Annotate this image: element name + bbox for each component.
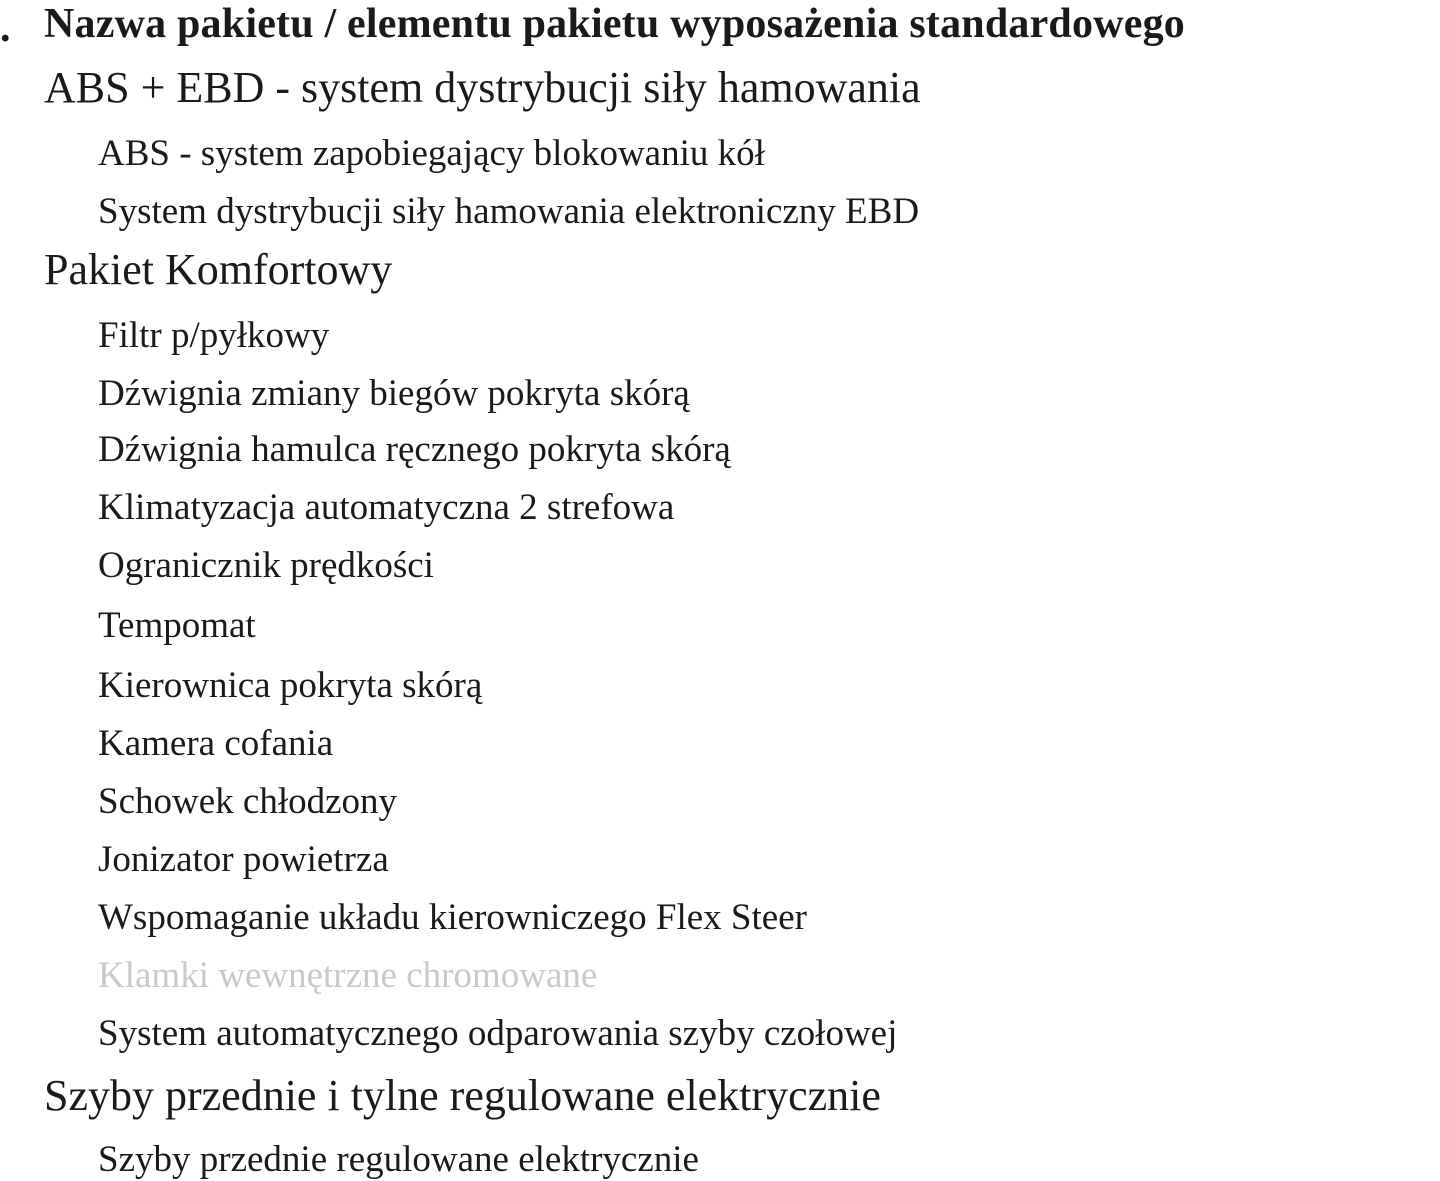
package-item: System automatycznego odparowania szyby czołowej xyxy=(98,1013,898,1054)
list-marker: . xyxy=(0,5,11,51)
package-item: Ogranicznik prędkości xyxy=(98,545,434,586)
package-item: ABS - system zapobiegający blokowaniu kół xyxy=(98,133,765,174)
package-item: Szyby przednie regulowane elektrycznie xyxy=(98,1139,699,1180)
package-title: ABS + EBD - system dystrybucji siły hamowania xyxy=(44,63,921,112)
package-item: Tempomat xyxy=(98,605,256,646)
package-item: Kamera cofania xyxy=(98,723,334,764)
package-item-faded: Klamki wewnętrzne chromowane xyxy=(98,955,598,996)
package-item: Jonizator powietrza xyxy=(98,839,389,880)
package-item: Dźwignia hamulca ręcznego pokryta skórą xyxy=(98,429,731,470)
package-item: Kierownica pokryta skórą xyxy=(98,665,483,706)
package-item: Schowek chłodzony xyxy=(98,781,398,822)
package-item: Filtr p/pyłkowy xyxy=(98,315,330,356)
package-title: Szyby przednie i tylne regulowane elektrycznie xyxy=(44,1071,881,1120)
package-item: System dystrybucji siły hamowania elektroniczny EBD xyxy=(98,191,920,232)
table-header-title: Nazwa pakietu / elementu pakietu wyposażenia standardowego xyxy=(44,1,1185,47)
package-item: Wspomaganie układu kierowniczego Flex Steer xyxy=(98,897,807,938)
package-title: Pakiet Komfortowy xyxy=(44,245,393,294)
package-item: Dźwignia zmiany biegów pokryta skórą xyxy=(98,373,690,414)
package-item: Klimatyzacja automatyczna 2 strefowa xyxy=(98,487,675,528)
